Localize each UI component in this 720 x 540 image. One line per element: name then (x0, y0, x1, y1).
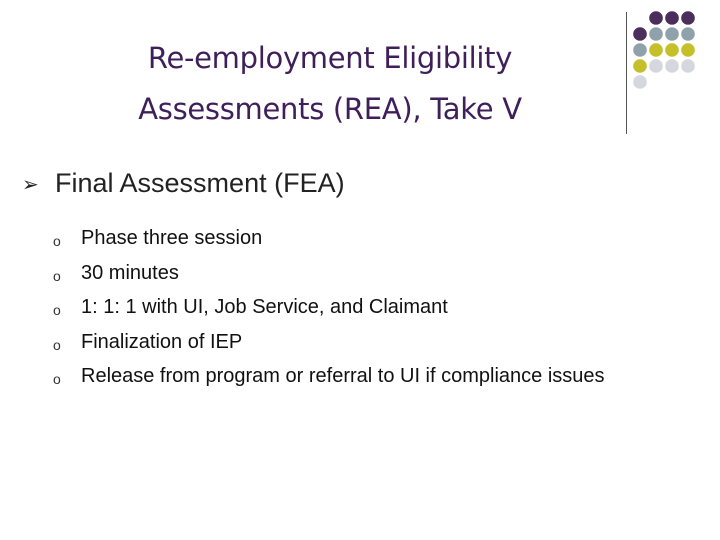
decorative-dot (665, 59, 679, 73)
decorative-dot (681, 43, 695, 57)
main-bullet-text: Final Assessment (FEA) (55, 168, 345, 198)
decorative-dot (665, 27, 679, 41)
decorative-dot (681, 27, 695, 41)
sub-bullet-item (0, 257, 720, 292)
sub-bullet-text: Finalization of IEP (81, 330, 243, 353)
sub-bullet-text: Release from program or referral to UI if compliance issues (81, 365, 605, 387)
sub-bullet-item (0, 360, 720, 395)
sub-bullet-text: 1: 1: 1 with UI, Job Service, and Claimant (81, 296, 448, 318)
title-line-2: Assessments (REA), Take V (138, 92, 522, 126)
decorative-dot (649, 43, 663, 57)
sub-bullet-list (0, 222, 720, 395)
decorative-dot (681, 11, 695, 25)
title-line-1: Re-employment Eligibility (147, 41, 513, 75)
decorative-dot (633, 59, 647, 73)
circle-bullet-icon: o (53, 233, 61, 249)
decorative-dot (633, 43, 647, 57)
decorative-dot-grid (0, 0, 720, 140)
circle-bullet-icon: o (53, 371, 61, 387)
circle-bullet-icon: o (53, 267, 61, 284)
circle-bullet-icon: o (53, 302, 61, 318)
decorative-dot (665, 43, 679, 57)
sub-bullet-text: 30 minutes (81, 261, 179, 284)
sub-bullet-text: Phase three session (81, 227, 263, 249)
sub-bullet-item (0, 326, 720, 361)
decorative-dot (633, 75, 647, 89)
arrow-bullet-icon: ➢ (22, 172, 39, 196)
circle-bullet-icon: o (53, 336, 61, 353)
decorative-dot (649, 11, 663, 25)
sub-bullet-item (0, 222, 720, 257)
decorative-dot (649, 27, 663, 41)
decorative-dot (649, 59, 663, 73)
decorative-dot (633, 27, 647, 41)
sub-bullet-item (0, 291, 720, 326)
decorative-dot (681, 59, 695, 73)
decorative-dot (665, 11, 679, 25)
